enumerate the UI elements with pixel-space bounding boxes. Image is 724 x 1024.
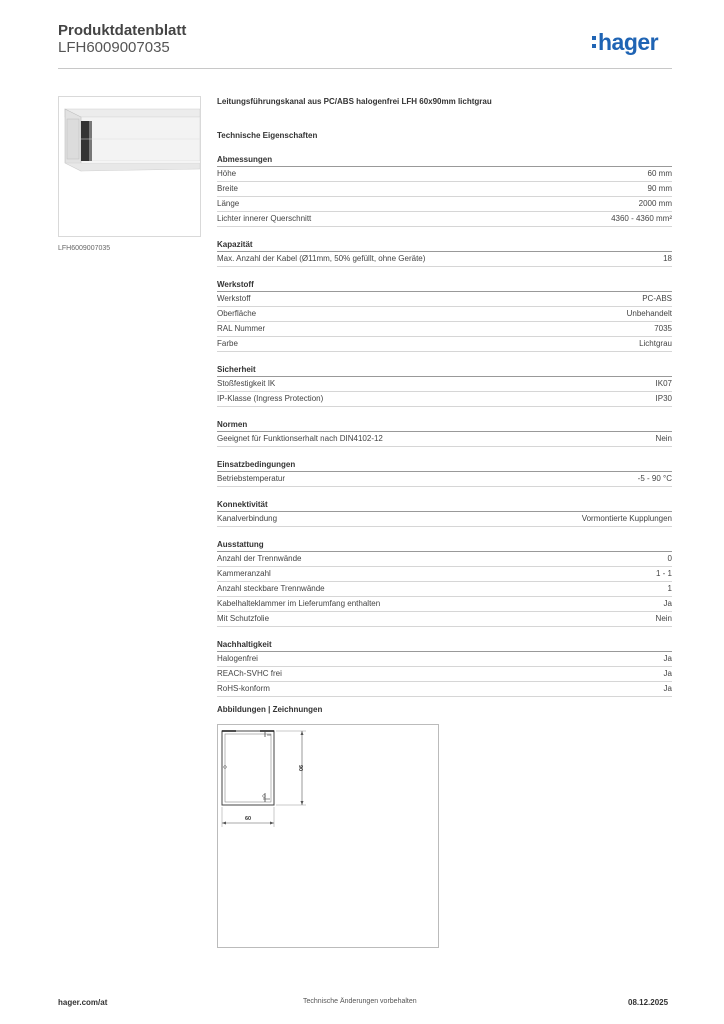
drawings-title: Abbildungen | Zeichnungen	[217, 705, 323, 714]
properties-sections	[217, 154, 672, 697]
footer-date: 08.12.2025	[628, 998, 669, 1007]
property-label: Höhe	[217, 169, 237, 178]
section-title: Abmessungen	[217, 154, 672, 167]
property-row	[217, 682, 672, 697]
property-value: Vormontierte Kupplungen	[581, 514, 672, 523]
property-row	[217, 322, 672, 337]
property-label: Farbe	[217, 339, 238, 348]
property-row	[217, 512, 672, 527]
property-value: 60 mm	[647, 169, 672, 178]
property-label: Halogenfrei	[217, 654, 258, 663]
property-label: Kammeranzahl	[217, 569, 271, 578]
property-value: Nein	[655, 614, 672, 623]
section-title: Nachhaltigkeit	[217, 639, 672, 652]
property-value: Ja	[663, 599, 672, 608]
section-1	[217, 239, 672, 267]
property-label: Lichter innerer Querschnitt	[217, 214, 312, 223]
dimension-width-label: 60	[244, 816, 252, 822]
section-4	[217, 419, 672, 447]
property-value: 4360 - 4360 mm²	[611, 214, 672, 223]
property-row	[217, 182, 672, 197]
section-title: Werkstoff	[217, 279, 672, 292]
property-value: 0	[667, 554, 672, 563]
property-value: 2000 mm	[638, 199, 672, 208]
property-value: 1	[667, 584, 672, 593]
product-title: Leitungsführungskanal aus PC/ABS halogenfrei LFH 60x90mm lichtgrau	[217, 97, 492, 106]
section-2	[217, 279, 672, 352]
property-row	[217, 167, 672, 182]
article-number: LFH6009007035	[58, 39, 170, 56]
property-row	[217, 567, 672, 582]
product-details	[217, 96, 672, 697]
property-row	[217, 472, 672, 487]
section-title: Konnektivität	[217, 499, 672, 512]
cable-duct-illustration	[59, 97, 200, 236]
property-value: IK07	[655, 379, 672, 388]
property-row	[217, 337, 672, 352]
technical-drawing	[217, 724, 439, 948]
property-label: Kanalverbindung	[217, 514, 278, 523]
header-divider	[58, 68, 672, 69]
logo-text: hager	[598, 28, 659, 55]
property-label: Geeignet für Funktionserhalt nach DIN4102-12	[217, 434, 383, 443]
hager-logo	[592, 27, 658, 57]
section-title: Einsatzbedingungen	[217, 459, 672, 472]
document-title: Produktdatenblatt	[58, 22, 187, 39]
section-3	[217, 364, 672, 407]
property-value: 1 - 1	[655, 569, 672, 578]
property-value: Ja	[663, 684, 672, 693]
property-label: Mit Schutzfolie	[217, 614, 270, 623]
property-row	[217, 612, 672, 627]
property-value: -5 - 90 °C	[637, 474, 672, 483]
image-caption: LFH6009007035	[58, 245, 111, 252]
property-label: Breite	[217, 184, 238, 193]
product-image	[58, 96, 201, 237]
section-title: Ausstattung	[217, 539, 672, 552]
property-row	[217, 597, 672, 612]
footer-website[interactable]: hager.com/at	[58, 998, 108, 1007]
property-label: IP-Klasse (Ingress Protection)	[217, 394, 324, 403]
property-label: RAL Nummer	[217, 324, 266, 333]
property-label: Max. Anzahl der Kabel (Ø11mm, 50% gefüllt, ohne Geräte)	[217, 254, 426, 263]
property-value: IP30	[655, 394, 672, 403]
property-value: Nein	[655, 434, 672, 443]
property-label: Länge	[217, 199, 240, 208]
property-label: Kabelhalteklammer im Lieferumfang enthalten	[217, 599, 381, 608]
property-label: Anzahl der Trennwände	[217, 554, 302, 563]
section-5	[217, 459, 672, 487]
section-title: Kapazität	[217, 239, 672, 252]
footer-note: Technische Änderungen vorbehalten	[303, 998, 417, 1005]
property-label: Anzahl steckbare Trennwände	[217, 584, 325, 593]
property-value: 18	[663, 254, 672, 263]
property-label: REACh-SVHC frei	[217, 669, 282, 678]
property-row	[217, 552, 672, 567]
property-label: Stoßfestigkeit IK	[217, 379, 276, 388]
section-8	[217, 639, 672, 697]
property-label: Werkstoff	[217, 294, 251, 303]
section-6	[217, 499, 672, 527]
property-row	[217, 377, 672, 392]
section-7	[217, 539, 672, 627]
property-value: Ja	[663, 654, 672, 663]
property-value: Unbehandelt	[626, 309, 672, 318]
property-row	[217, 212, 672, 227]
property-row	[217, 582, 672, 597]
property-value: Ja	[663, 669, 672, 678]
dimension-height-label: 90	[297, 764, 303, 772]
section-title: Normen	[217, 419, 672, 432]
property-row	[217, 392, 672, 407]
section-0	[217, 154, 672, 227]
property-row	[217, 252, 672, 267]
property-row	[217, 307, 672, 322]
property-label: Oberfläche	[217, 309, 257, 318]
properties-heading: Technische Eigenschaften	[217, 131, 318, 140]
property-label: RoHS-konform	[217, 684, 270, 693]
cross-section-drawing	[218, 725, 438, 947]
property-value: 90 mm	[647, 184, 672, 193]
logo-dots-icon	[592, 36, 596, 48]
property-row	[217, 197, 672, 212]
property-value: PC-ABS	[642, 294, 672, 303]
property-row	[217, 667, 672, 682]
property-row	[217, 432, 672, 447]
property-label: Betriebstemperatur	[217, 474, 286, 483]
property-value: Lichtgrau	[639, 339, 672, 348]
property-row	[217, 292, 672, 307]
property-row	[217, 652, 672, 667]
property-value: 7035	[654, 324, 672, 333]
section-title: Sicherheit	[217, 364, 672, 377]
